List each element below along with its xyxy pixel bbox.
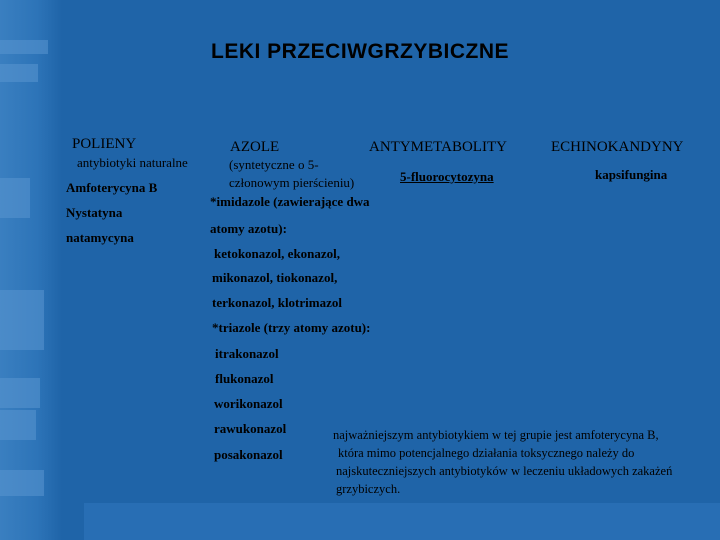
triazole-item: posakonazol — [214, 447, 283, 462]
antymetabolity-item: 5-fluorocytozyna — [400, 169, 494, 184]
antymetabolity-heading: ANTYMETABOLITY — [369, 139, 507, 155]
left-bar-tick — [0, 64, 38, 82]
echinokandyny-item: kapsifungina — [595, 167, 668, 182]
triazole-item: itrakonazol — [215, 346, 279, 361]
azole-heading: AZOLE — [230, 139, 280, 155]
azole-subtitle: członowym pierścieniu) — [229, 175, 355, 190]
imidazole-item: terkonazol, klotrimazol — [212, 295, 342, 310]
imidazole-item: ketokonazol, ekonazol, — [214, 246, 341, 261]
polieny-subtitle: antybiotyki naturalne — [77, 155, 188, 170]
bottom-decorative-bar — [84, 503, 720, 540]
note-paragraph — [333, 426, 713, 498]
imidazole-heading: *imidazole (zawierające dwa — [210, 194, 370, 209]
polieny-item: Amfoterycyna B — [66, 180, 158, 195]
triazole-item: rawukonazol — [214, 421, 287, 436]
imidazole-heading: atomy azotu): — [210, 221, 287, 236]
note-line: najważniejszym antybiotykiem w tej grupie jest amfoterycyna B, — [333, 428, 659, 442]
polieny-item: natamycyna — [66, 230, 134, 245]
left-bar-tick — [0, 470, 44, 496]
triazole-heading: *triazole (trzy atomy azotu): — [212, 320, 371, 335]
left-bar-tick — [0, 378, 40, 408]
note-line: która mimo potencjalnego działania toksycznego należy do — [338, 446, 635, 460]
polieny-heading: POLIENY — [72, 136, 137, 152]
triazole-item: flukonazol — [215, 371, 274, 386]
polieny-item: Nystatyna — [66, 205, 123, 220]
slide-title: LEKI PRZECIWGRZYBICZNE — [211, 40, 509, 63]
left-bar-tick — [0, 410, 36, 440]
note-line: najskuteczniejszych antybiotyków w leczeniu układowych zakażeń — [336, 464, 673, 478]
left-bar-tick — [0, 290, 44, 350]
imidazole-item: mikonazol, tiokonazol, — [212, 270, 338, 285]
note-line: grzybiczych. — [336, 482, 401, 496]
left-bar-tick — [0, 178, 30, 218]
echinokandyny-heading: ECHINOKANDYNY — [551, 139, 684, 155]
triazole-item: worikonazol — [214, 396, 283, 411]
azole-subtitle: (syntetyczne o 5- — [229, 157, 319, 172]
